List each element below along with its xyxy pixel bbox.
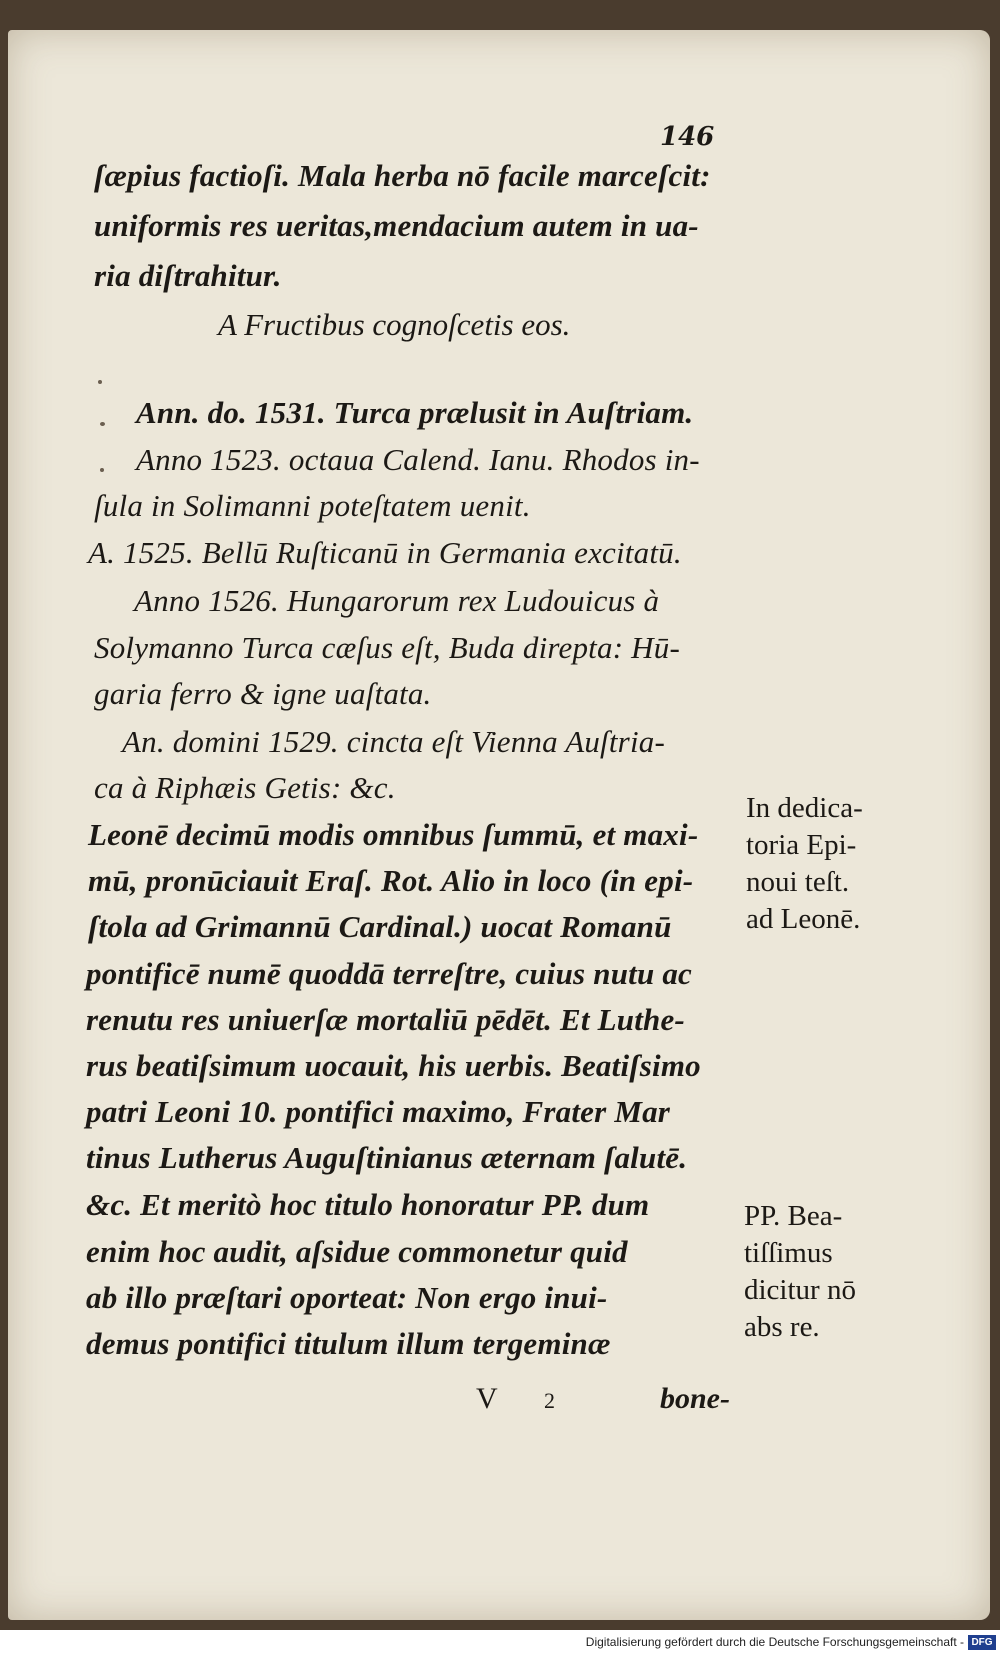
margin-note [746,790,863,938]
text-line: ſtola ad Grimannū Cardinal.) uocat Romanū [88,909,672,944]
text-line: An. domini 1529. cincta eſt Vienna Auſtria- [122,724,665,759]
margin-note-line: PP. Bea- [744,1200,843,1232]
ink-speck [100,422,105,426]
text-line: garia ferro & igne uaſtata. [94,676,432,711]
text-line: ſula in Solimanni poteſtatem uenit. [94,488,531,523]
catchword: bone- [660,1382,730,1415]
footer-bar [0,1630,1000,1656]
text-line: &c. Et meritò hoc titulo honoratur PP. dum [86,1187,650,1222]
text-line: rus beatiſsimum uocauit, his uerbis. Beatiſsimo [86,1048,701,1083]
text-line: demus pontifici titulum illum tergeminæ [86,1326,611,1361]
signature-mark: V [476,1382,498,1415]
text-line: ca à Riphæis Getis: &c. [94,770,396,805]
text-line: ab illo præſtari oporteat: Non ergo inui- [86,1280,608,1315]
text-line: A. 1525. Bellū Ruſticanū in Germania excitatū. [88,535,682,570]
dfg-logo: DFG [968,1635,996,1650]
text-line: patri Leoni 10. pontifici maximo, Frater Mar [86,1094,671,1129]
text-line: pontificē numē quoddā terreſtre, cuius nutu ac [86,956,692,991]
margin-note-line: tiſſimus [744,1237,833,1269]
margin-note-line: dicitur nō [744,1274,856,1306]
signature-number: 2 [544,1388,555,1413]
ink-speck [98,380,102,384]
text-line: Leonē decimū modis omnibus ſummū, et maxi- [88,817,699,852]
section-heading: A Fructibus cognoſcetis eos. [218,307,571,342]
text-line: tinus Lutherus Auguſtinianus æternam ſalutē. [86,1140,688,1175]
text-line: enim hoc audit, aſsidue commonetur quid [86,1234,628,1269]
margin-note-line: noui teſt. [746,866,850,898]
margin-note-line: ad Leonē. [746,903,861,935]
text-line: ſæpius factioſi. Mala herba nō facile marceſcit: [94,158,711,193]
text-line: Ann. do. 1531. Turca prælusit in Auſtriam. [136,395,694,430]
text-line: ria diſtrahitur. [94,258,282,293]
text-line: mū, pronūciauit Eraſ. Rot. Alio in loco (in epi- [88,863,694,898]
page-number: 146 [660,122,715,152]
margin-note-line: In dedica- [746,792,863,824]
margin-note-line: toria Epi- [746,829,857,861]
text-line: renutu res uniuerſæ mortaliū pēdēt. Et Luthe- [86,1002,685,1037]
footer-credit: Digitalisierung gefördert durch die Deutsche Forschungsgemeinschaft - [585,1635,964,1649]
book-page [8,30,990,1620]
text-line: Solymanno Turca cæſus eſt, Buda direpta: Hū- [94,630,680,665]
text-line: Anno 1526. Hungarorum rex Ludouicus à [134,583,660,618]
text-line: Anno 1523. octaua Calend. Ianu. Rhodos in- [136,442,700,477]
ink-speck [100,468,104,472]
margin-note-line: abs re. [744,1311,820,1343]
margin-note [744,1198,856,1346]
text-line: uniformis res ueritas,mendacium autem in ua- [94,208,699,243]
